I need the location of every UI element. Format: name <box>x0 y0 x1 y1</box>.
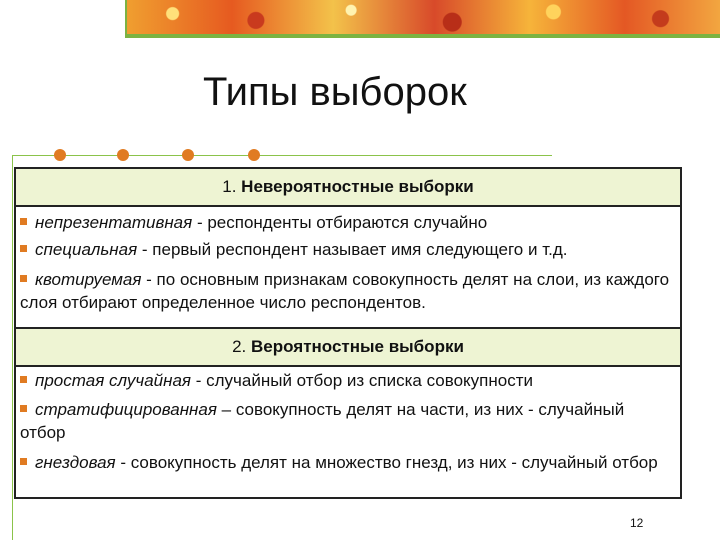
banner-left-line <box>125 0 127 38</box>
list-item <box>20 238 674 261</box>
section-header-probability <box>16 327 680 367</box>
bullet-icon <box>20 218 27 225</box>
item-text: - первый респондент называет имя следующего и т.д. <box>137 240 568 259</box>
item-term: стратифицированная <box>35 400 217 419</box>
item-text: - совокупность делят на множество гнезд, из них - случайный отбор <box>115 453 658 472</box>
section-number: 1. <box>222 177 237 196</box>
page-number: 12 <box>630 516 644 530</box>
list-item <box>20 268 674 314</box>
item-term: специальная <box>35 240 138 259</box>
bullet-icon <box>20 405 27 412</box>
decorative-dot <box>248 149 260 161</box>
banner-underline <box>125 34 720 38</box>
decorative-banner <box>125 0 720 34</box>
section-number: 2. <box>232 337 247 356</box>
item-term: гнездовая <box>35 453 116 472</box>
item-text: - случайный отбор из списка совокупности <box>191 371 534 390</box>
item-term: квотируемая <box>35 270 142 289</box>
item-text: - по основным признакам совокупность делят на слои, из каждого слоя отбирают определенное число респондентов. <box>20 270 670 312</box>
bullet-icon <box>20 458 27 465</box>
frame-top-rule <box>12 155 552 156</box>
section-header-nonprobability <box>16 169 680 207</box>
section-heading: Невероятностные выборки <box>241 177 474 196</box>
list-item <box>20 451 674 474</box>
section-heading: Вероятностные выборки <box>251 337 464 356</box>
decorative-dot <box>182 149 194 161</box>
content-box <box>14 167 682 499</box>
bullet-icon <box>20 245 27 252</box>
item-text: – совокупность делят на части, из них - случайный отбор <box>20 400 625 442</box>
item-term: простая случайная <box>35 371 191 390</box>
list-item <box>20 211 674 234</box>
item-text: - респонденты отбираются случайно <box>192 213 488 232</box>
bullet-icon <box>20 275 27 282</box>
list-item <box>20 398 674 444</box>
list-item <box>20 369 674 392</box>
decorative-dot <box>117 149 129 161</box>
bullet-icon <box>20 376 27 383</box>
frame-left-rule <box>12 155 13 540</box>
decorative-dot <box>54 149 66 161</box>
item-term: непрезентативная <box>35 213 193 232</box>
slide-title: Типы выборок <box>203 70 467 114</box>
